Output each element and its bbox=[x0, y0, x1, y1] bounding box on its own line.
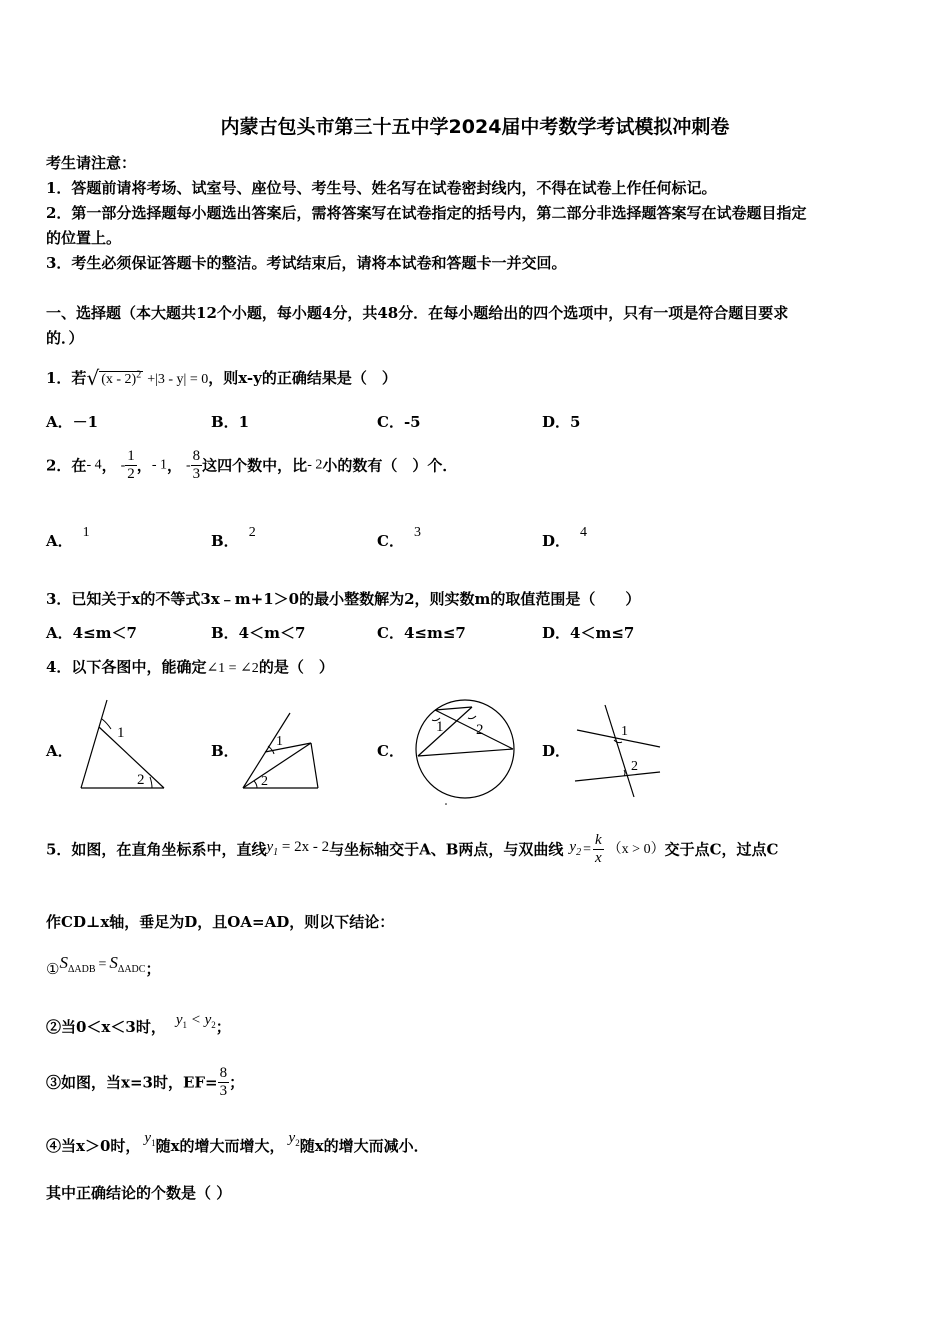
equals-sign: = bbox=[583, 841, 591, 857]
angle-2-label: 2 bbox=[137, 772, 145, 788]
q5-hyperbola-y2: $y_2$ bbox=[569, 838, 582, 858]
q1-option-d[interactable]: D．5 bbox=[542, 413, 581, 431]
q3-stem: 3．已知关于x的不等式3x﹣m+1＞0的最小整数解为2，则实数m的取值范围是（ ） bbox=[46, 590, 641, 608]
q4-stem bbox=[46, 656, 334, 677]
q5-conclusion-1: $①S_{\Delta ADB} = S_{\Delta ADC}$； bbox=[46, 953, 161, 978]
q2-option-b[interactable]: B． 2 bbox=[211, 525, 256, 550]
q2-num-neg1: - 1 bbox=[151, 457, 167, 473]
minus-sign: - bbox=[120, 457, 126, 473]
page-title: 内蒙古包头市第三十五中学2024届中考数学考试模拟冲刺卷 bbox=[220, 116, 730, 138]
q5-conclusion-4: ④当x＞0时， $y_1$随x的增大而增大， $y_2$随x的增大而减小． bbox=[46, 1130, 429, 1155]
q1-option-c[interactable]: C．-5 bbox=[377, 413, 421, 431]
comma: ， bbox=[136, 456, 152, 475]
angle-1-label: 1 bbox=[117, 725, 125, 741]
q4-prefix: 4．以下各图中，能确定 bbox=[46, 658, 207, 676]
comma: ， bbox=[166, 456, 182, 475]
q4-option-a[interactable]: A． bbox=[46, 742, 73, 760]
q4-figure-d bbox=[572, 700, 667, 800]
q4-figure-b bbox=[238, 708, 323, 793]
q2-option-d[interactable]: D． 4 bbox=[542, 525, 588, 550]
q5-stem-cont: 作CD⊥x轴，垂足为D，且OA=AD，则以下结论： bbox=[46, 913, 395, 931]
q1-prefix: 1．若 bbox=[46, 369, 87, 387]
q2-option-c[interactable]: C． 3 bbox=[377, 525, 421, 550]
q5-middle: 与坐标轴交于A、B两点，与双曲线 bbox=[329, 840, 564, 859]
q3-option-b[interactable]: B．4＜m＜7 bbox=[211, 624, 306, 642]
q3-option-c[interactable]: C．4≤m≤7 bbox=[377, 624, 466, 642]
notice-item: 2．第一部分选择题每小题选出答案后，需将答案写在试卷指定的括号内，第二部分非选择题答案写在试卷题目指定 bbox=[46, 204, 807, 222]
q5-prefix: 5．如图，在直角坐标系中，直线 bbox=[46, 840, 267, 859]
section-heading: 一、选择题（本大题共12个小题，每小题4分，共48分．在每小题给出的四个选项中，只有一项是符合题目要求 bbox=[46, 304, 789, 322]
q2-option-a[interactable]: A． 1 bbox=[46, 525, 90, 550]
q5-fraction-eight-thirds: $\frac{8}{3}$ bbox=[219, 1065, 228, 1099]
q2-fraction-half: $\frac{1}{2}$ bbox=[127, 448, 135, 482]
section-heading-cont: 的．） bbox=[46, 329, 84, 347]
minus-sign: - bbox=[186, 457, 191, 473]
q1-option-a[interactable]: A．－1 bbox=[46, 413, 99, 431]
q4-option-d[interactable]: D． bbox=[542, 742, 571, 760]
q4-angle-expr: ∠1 = ∠2 bbox=[206, 661, 259, 676]
angle-1-label: 1 bbox=[621, 724, 628, 739]
angle-2-label: 2 bbox=[631, 759, 638, 774]
q2-stem bbox=[46, 448, 457, 483]
q5-suffix: 交于点C，过点C bbox=[664, 840, 779, 859]
sqrt-symbol: √ bbox=[86, 366, 100, 390]
q2-prefix: 2．在 bbox=[46, 456, 87, 475]
q4-option-b[interactable]: B． bbox=[211, 742, 239, 760]
angle-1-label: 1 bbox=[436, 719, 444, 735]
q2-num-neg4: - 4 bbox=[86, 457, 102, 473]
q5-fraction-k-over-x: $\frac{k}{x}$ bbox=[595, 832, 602, 866]
q2-fraction-eight-thirds: $\frac{8}{3}$ bbox=[192, 448, 201, 482]
q1-suffix: ，则x-y的正确结果是（ ） bbox=[208, 369, 397, 387]
q5-conclusion-3: ③如图，当x=3时，EF= $\frac{8}{3}$ ； bbox=[46, 1065, 245, 1099]
q2-num-neg2: - 2 bbox=[307, 457, 323, 473]
q1-stem bbox=[46, 364, 397, 388]
q4-figure-c bbox=[410, 694, 525, 806]
q1-abs-expr: +|3 - y| = 0 bbox=[147, 372, 209, 387]
comma: ， bbox=[101, 456, 117, 475]
angle-2-label: 2 bbox=[476, 722, 484, 738]
notice-item: 3．考生必须保证答题卡的整洁。考试结束后，请将本试卷和答题卡一并交回。 bbox=[46, 254, 567, 272]
notice-item: 的位置上。 bbox=[46, 229, 122, 247]
q5-conclusion-2: ②当0＜x＜3时， $y_1 < y_2$； bbox=[46, 1012, 231, 1036]
q2-middle: 这四个数中，比 bbox=[202, 456, 308, 475]
q4-option-c[interactable]: C． bbox=[377, 742, 404, 760]
q5-closing: 其中正确结论的个数是（ ） bbox=[46, 1184, 232, 1202]
q5-line-expr: $y_1 = 2x - 2$ bbox=[266, 838, 330, 858]
notice-item: 1．答题前请将考场、试室号、座位号、考生号、姓名写在试卷密封线内，不得在试卷上作任何标记。 bbox=[46, 179, 717, 197]
angle-1-label: 1 bbox=[276, 734, 283, 749]
q5-stem bbox=[46, 832, 778, 867]
notice-heading: 考生请注意： bbox=[46, 154, 137, 172]
q5-condition: （x > 0） bbox=[607, 841, 665, 857]
q3-option-d[interactable]: D．4＜m≤7 bbox=[542, 624, 635, 642]
q4-suffix: 的是（ ） bbox=[258, 658, 334, 676]
q1-sqrt-inner: (x - 2)$^2$ bbox=[101, 369, 142, 387]
q2-suffix: 小的数有（ ）个． bbox=[322, 456, 458, 475]
angle-2-label: 2 bbox=[261, 774, 268, 789]
q1-option-b[interactable]: B．1 bbox=[211, 413, 250, 431]
q4-figure-a bbox=[76, 695, 171, 795]
q3-option-a[interactable]: A．4≤m＜7 bbox=[46, 624, 137, 642]
